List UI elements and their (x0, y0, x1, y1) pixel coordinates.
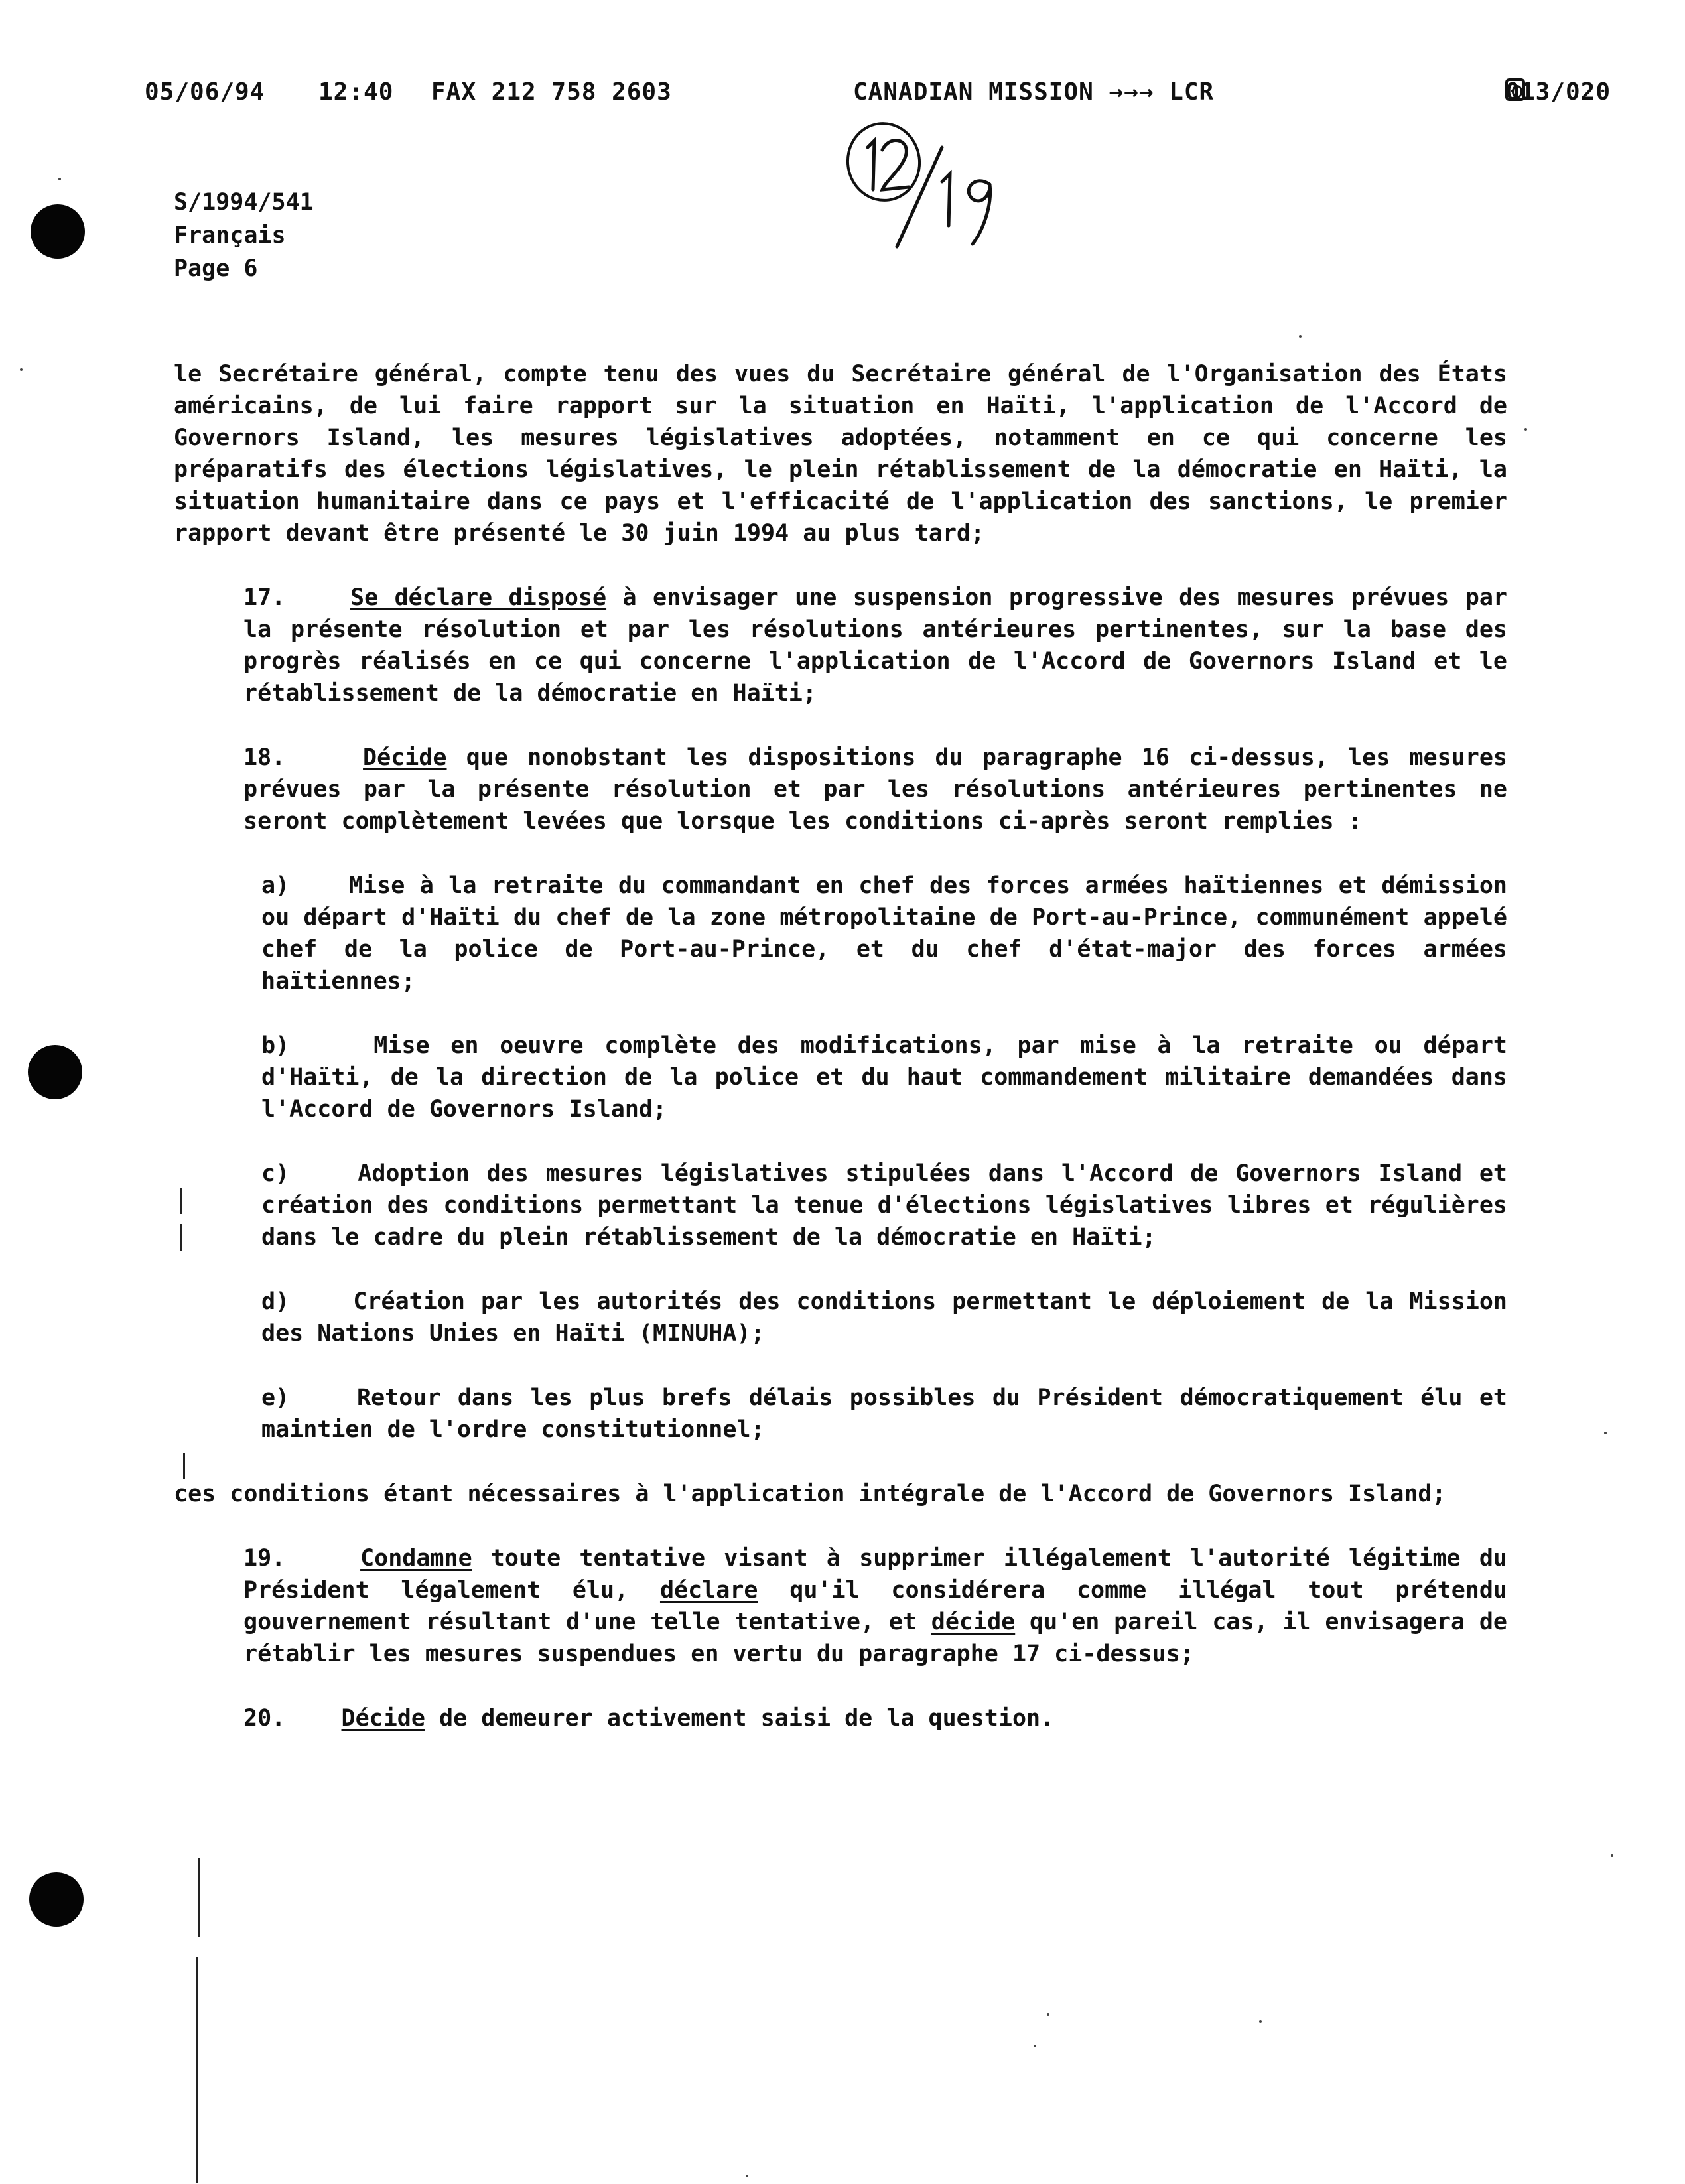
item-label: e) (261, 1385, 290, 1411)
operative-verb: déclare (659, 1577, 758, 1604)
scan-speck (1604, 1432, 1607, 1434)
document-id-block (174, 186, 314, 285)
paragraph-number: 17. (243, 584, 286, 611)
operative-verb: Décide (341, 1705, 425, 1732)
fax-date: 05/06/94 (145, 78, 265, 105)
punch-hole (28, 1045, 82, 1099)
fax-header (145, 78, 1611, 111)
punch-hole (31, 204, 85, 259)
scan-speck (1299, 335, 1302, 338)
scan-speck (1611, 1854, 1613, 1857)
fax-number: FAX 212 758 2603 (431, 78, 672, 105)
operative-verb: Se déclare disposé (350, 584, 607, 611)
fax-time: 12:40 (318, 78, 394, 105)
scan-speck (1259, 2020, 1262, 2023)
item-label: c) (261, 1160, 290, 1187)
scan-speck (1047, 2013, 1049, 2016)
operative-verb: Condamne (360, 1545, 472, 1572)
conditions-closing: ces conditions étant nécessaires à l'application intégrale de l'Accord de Governors Island; (174, 1481, 1446, 1507)
scan-speck (58, 178, 61, 180)
fax-page-code (1505, 78, 1611, 105)
document-language: Français (174, 222, 286, 249)
paragraph-18: 18. Décide que nonobstant les dispositions du paragraphe 16 ci-dessus, les mesures prévues par la présente résolution et par les résolutions antérieures pertinentes ne seront complètement levées que lorsque les conditions ci-après seront remplies : (243, 744, 1507, 835)
operative-verb: décide (931, 1609, 1016, 1635)
item-label: b) (261, 1032, 290, 1059)
item-label: d) (261, 1288, 290, 1315)
condition-item-e: e) Retour dans les plus brefs délais possibles du Président démocratiquement élu et maintien de l'ordre constitutionnel; (261, 1385, 1507, 1443)
document-symbol: S/1994/541 (174, 189, 314, 216)
scan-speck (1034, 2045, 1036, 2047)
fax-page-number: 013/020 (1505, 78, 1611, 105)
fax-sender-receiver: CANADIAN MISSION →→→ LCR (853, 78, 1215, 105)
scan-speck (20, 368, 23, 371)
condition-item-a: a) Mise à la retraite du commandant en chef des forces armées haïtiennes et démission ou départ d'Haïti du chef de la zone métropolitaine de Port-au-Prince, communément appelé chef de la police de Port-au-Prince, et du chef d'état-major des forces armées haïtiennes; (261, 872, 1507, 994)
paragraph-19: 19. Condamne toute tentative visant à supprimer illégalement l'autorité légitime du Président légalement élu, déclare qu'il considérera comme illégal tout prétendu gouvernement résultant d'une telle tentative, et décide qu'en pareil cas, il envisagera de rétablir les mesures suspendues en vertu du paragraphe 17 ci-dessus; (243, 1545, 1507, 1667)
condition-item-b: b) Mise en oeuvre complète des modifications, par mise à la retraite ou départ d'Haïti, de la direction de la police et du haut commandement militaire demandées dans l'Accord de Governors Island; (261, 1032, 1507, 1123)
scan-speck (1524, 428, 1527, 431)
paragraph-number: 20. (243, 1705, 286, 1732)
paragraph-number: 19. (243, 1545, 286, 1572)
punch-hole (29, 1872, 84, 1927)
fax-page-icon (1505, 78, 1525, 101)
condition-item-c: c) Adoption des mesures législatives stipulées dans l'Accord de Governors Island et création des conditions permettant la tenue d'élections législatives libres et régulières dans le cadre du plein rétablissement de la démocratie en Haïti; (261, 1160, 1507, 1251)
scan-speck (746, 2175, 748, 2177)
condition-item-d: d) Création par les autorités des conditions permettant le déploiement de la Mission des Nations Unies en Haïti (MINUHA); (261, 1288, 1507, 1347)
document-page: Page 6 (174, 255, 258, 282)
scan-margin-line (183, 1453, 185, 1479)
scan-margin-line (180, 1188, 182, 1214)
paragraph-number: 18. (243, 744, 286, 771)
paragraph-intro: le Secrétaire général, compte tenu des vues du Secrétaire général de l'Organisation des États américains, de lui faire rapport sur la situation en Haïti, l'application de l'Accord de Governors Island, les mesures législatives adoptées, notamment en ce qui concerne les préparatifs des élections législatives, le plein rétablissement de la démocratie en Haïti, la situation humanitaire dans ce pays et l'efficacité de l'application des sanctions, le premier rapport devant être présenté le 30 juin 1994 au plus tard; (174, 361, 1507, 547)
paragraph-17: 17. Se déclare disposé à envisager une suspension progressive des mesures prévues par la présente résolution et par les résolutions antérieures pertinentes, sur la base des progrès réalisés en ce qui concerne l'application de l'Accord de Governors Island et le rétablissement de la démocratie en Haïti; (243, 584, 1507, 707)
handwritten-page-annotation (842, 121, 1015, 253)
scan-margin-line (196, 2077, 198, 2183)
paragraph-20: 20. Décide de demeurer activement saisi de la question. (243, 1705, 1055, 1732)
scan-margin-line (198, 1858, 200, 1937)
scan-margin-line (180, 1224, 182, 1251)
resolution-body (174, 358, 1507, 1767)
item-label: a) (261, 872, 290, 899)
operative-verb: Décide (363, 744, 447, 771)
